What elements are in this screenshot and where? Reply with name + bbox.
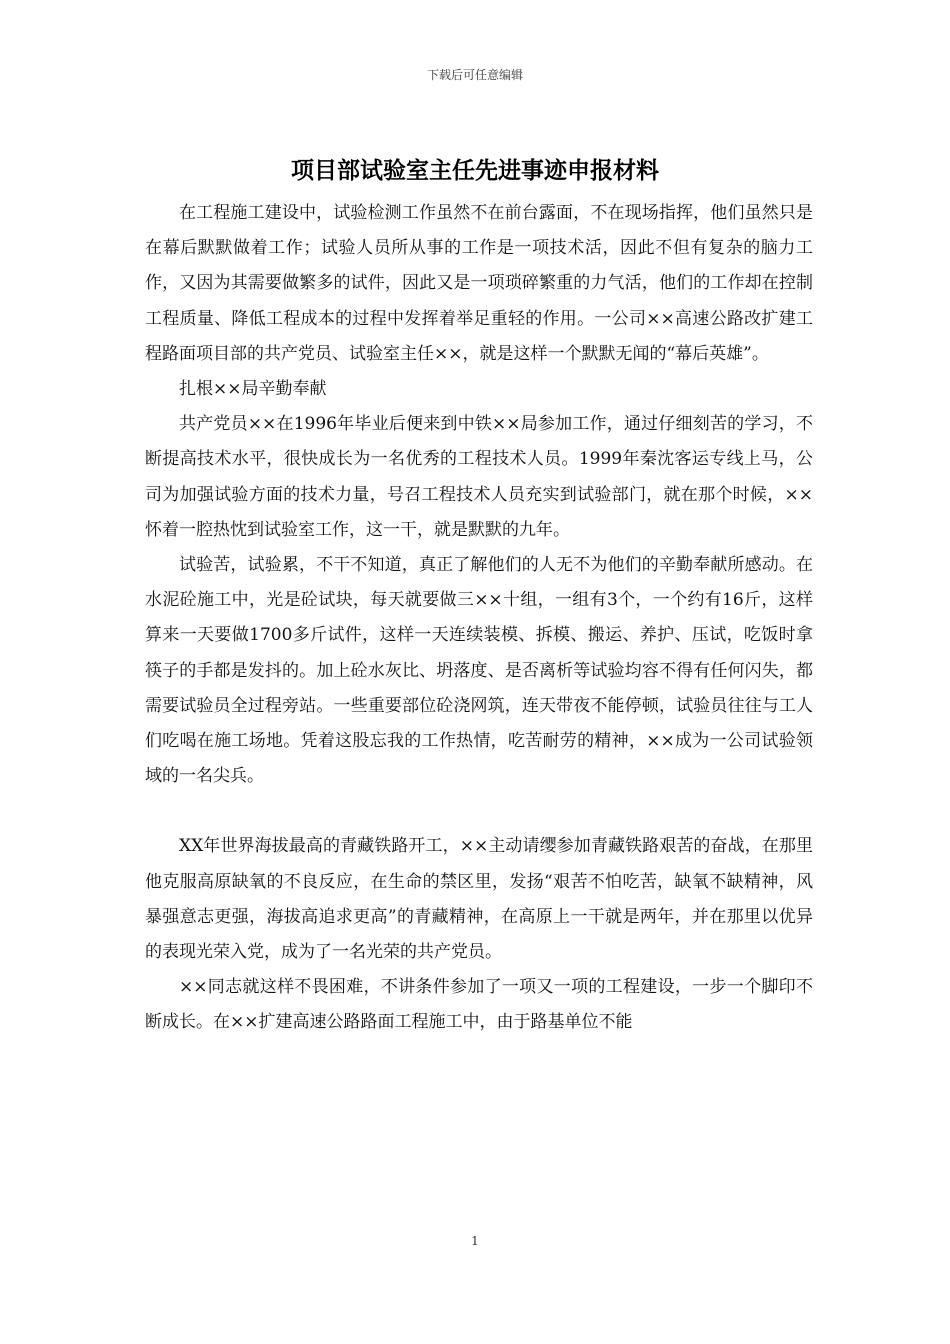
paragraph-hardship: 试验苦，试验累，不干不知道，真正了解他们的人无不为他们的辛勤奉献所感动。在水泥砼施工中，光是砼试块，每天就要做三××十组，一组有3个，一个约有16斤，这样算来一天要做1700多斤试件，这样一天连续装模、拆模、搬运、养护、压试，吃饭时拿筷子的手都是发抖的。加上砼水灰比、坍落度、是否离析等试验均容不得有任何闪失，都需要试验员全过程旁站。一些重要部位砼浇网筑，连天带夜不能停顿，试验员往往与工人们吃喝在施工场地。凭着这股忘我的工作热情，吃苦耐劳的精神，××成为一公司试验领域的一名尖兵。 (145, 555, 813, 787)
paragraph-growth: ××同志就这样不畏困难，不讲条件参加了一项又一项的工程建设，一步一个脚印不断成长。在××扩建高速公路路面工程施工中，由于路基单位不能 (145, 977, 813, 1033)
document-body (145, 196, 813, 1041)
paragraph-intro: 在工程施工建设中，试验检测工作虽然不在前台露面，不在现场指挥，他们虽然只是在幕后默默做着工作；试验人员所从事的工作是一项技术活，因此不但有复杂的脑力工作，又因为其需要做繁多的试件，因此又是一项琐碎繁重的力气活，他们的工作却在控制工程质量、降低工程成本的过程中发挥着举足重轻的作用。一公司××高速公路改扩建工程路面项目部的共产党员、试验室主任××，就是这样一个默默无闻的“幕后英雄”。 (145, 203, 813, 364)
paragraph-qinghai-tibet: XX年世界海拔最高的青藏铁路开工，××主动请缨参加青藏铁路艰苦的奋战，在那里他克服高原缺氧的不良反应，在生命的禁区里，发扬“艰苦不怕吃苦，缺氧不缺精神，风暴强意志更强，海拔高追求更高”的青藏精神，在高原上一干就是两年，并在那里以优异的表现光荣入党，成为了一名光荣的共产党员。 (145, 836, 813, 963)
page-number: 1 (471, 1234, 479, 1248)
document-title: 项目部试验室主任先进事迹申报材料 (291, 158, 659, 184)
paragraph-career: 共产党员××在1996年毕业后便来到中铁××局参加工作，通过仔细刻苦的学习，不断提高技术水平，很快成长为一名优秀的工程技术人员。1999年秦沈客运专线上马，公司为加强试验方面的技术力量，号召工程技术人员充实到试验部门，就在那个时候，××怀着一腔热忱到试验室工作，这一干，就是默默的九年。 (145, 414, 813, 540)
page-header: 下载后可任意编辑 (426, 68, 523, 82)
section-heading: 扎根××局辛勤奉献 (179, 379, 327, 400)
